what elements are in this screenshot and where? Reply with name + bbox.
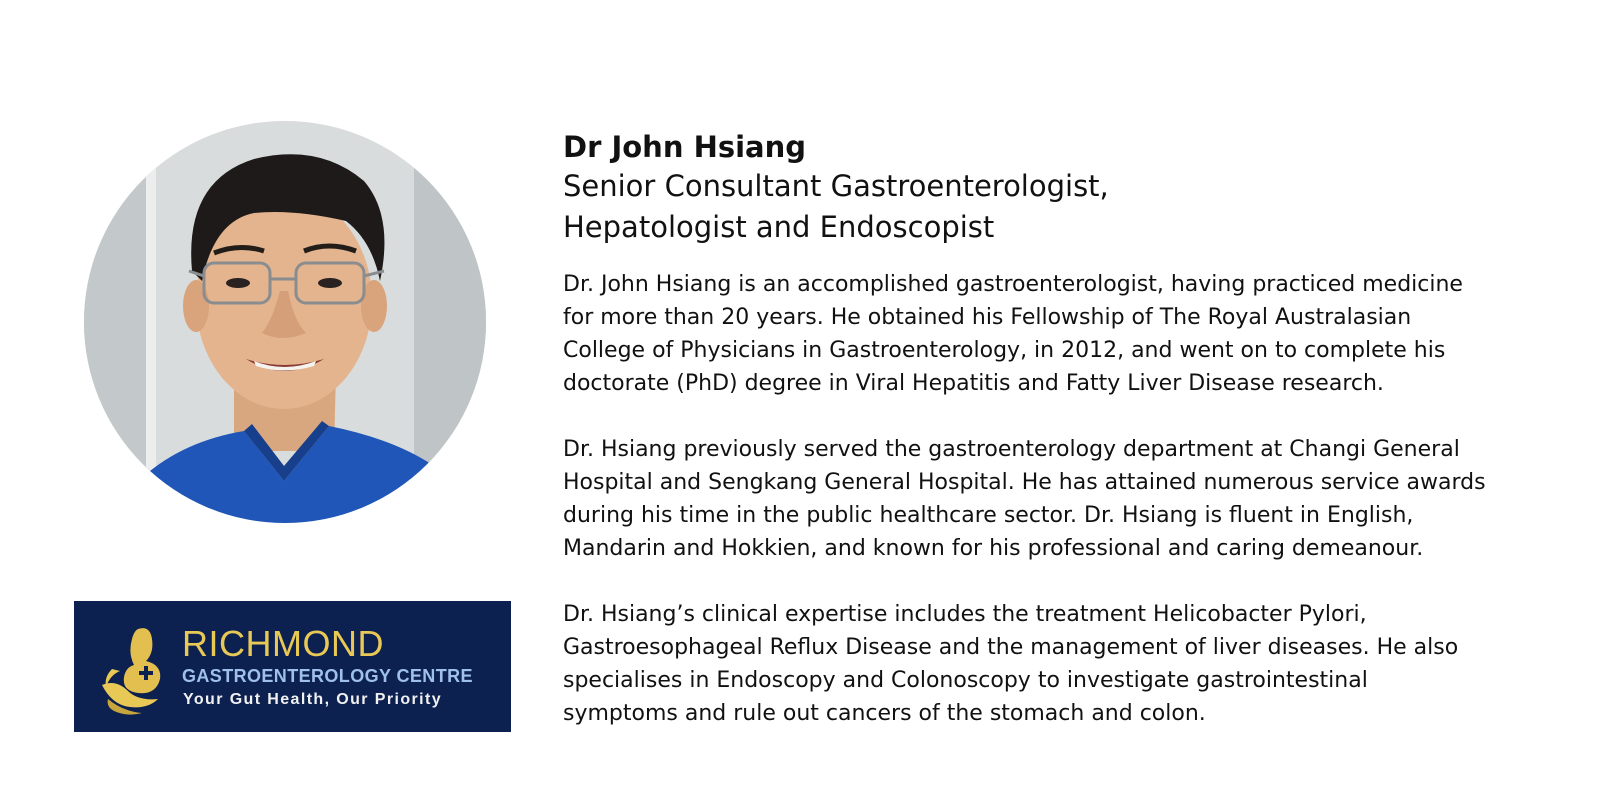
doctor-photo [84, 121, 486, 523]
doctor-name: Dr John Hsiang [563, 130, 807, 164]
clinic-logo [74, 601, 511, 732]
bio-paragraph-3: Dr. Hsiang’s clinical expertise includes the treatment Helicobacter Pylori, Gastroesophageal Reflux Disease and the management of liver diseases. He also specialises in Endoscopy and Colonoscopy to investigate gastrointestinal symptoms and rule out cancers of the stomach and colon. [563, 602, 1459, 726]
doctor-portrait [84, 121, 486, 523]
bio-paragraph-2: Dr. Hsiang previously served the gastroenterology department at Changi General Hospital and Sengkang General Hospital. He has attained numerous service awards during his time in the public healthcare sector. Dr. Hsiang is fluent in English, Mandarin and Hokkien, and known for his professional and caring demeanour. [563, 437, 1486, 561]
doctor-title-line-1: Senior Consultant Gastroenterologist, [563, 169, 1109, 203]
bio-paragraph-1: Dr. John Hsiang is an accomplished gastroenterologist, having practiced medicine for more than 20 years. He obtained his Fellowship of The Royal Australasian College of Physicians in Gastroenterology, in 2012, and went on to complete his doctorate (PhD) degree in Viral Hepatitis and Fatty Liver Disease research. [563, 272, 1463, 396]
logo-tagline: Your Gut Health, Our Priority [183, 691, 442, 708]
doctor-title-line-2: Hepatologist and Endoscopist [563, 210, 995, 244]
profile-content [563, 128, 1563, 763]
logo-subtitle: GASTROENTEROLOGY CENTRE [182, 666, 473, 686]
logo-name: RICHMOND [182, 623, 384, 664]
doctor-bio [563, 268, 1563, 730]
stomach-hands-icon [98, 621, 176, 717]
